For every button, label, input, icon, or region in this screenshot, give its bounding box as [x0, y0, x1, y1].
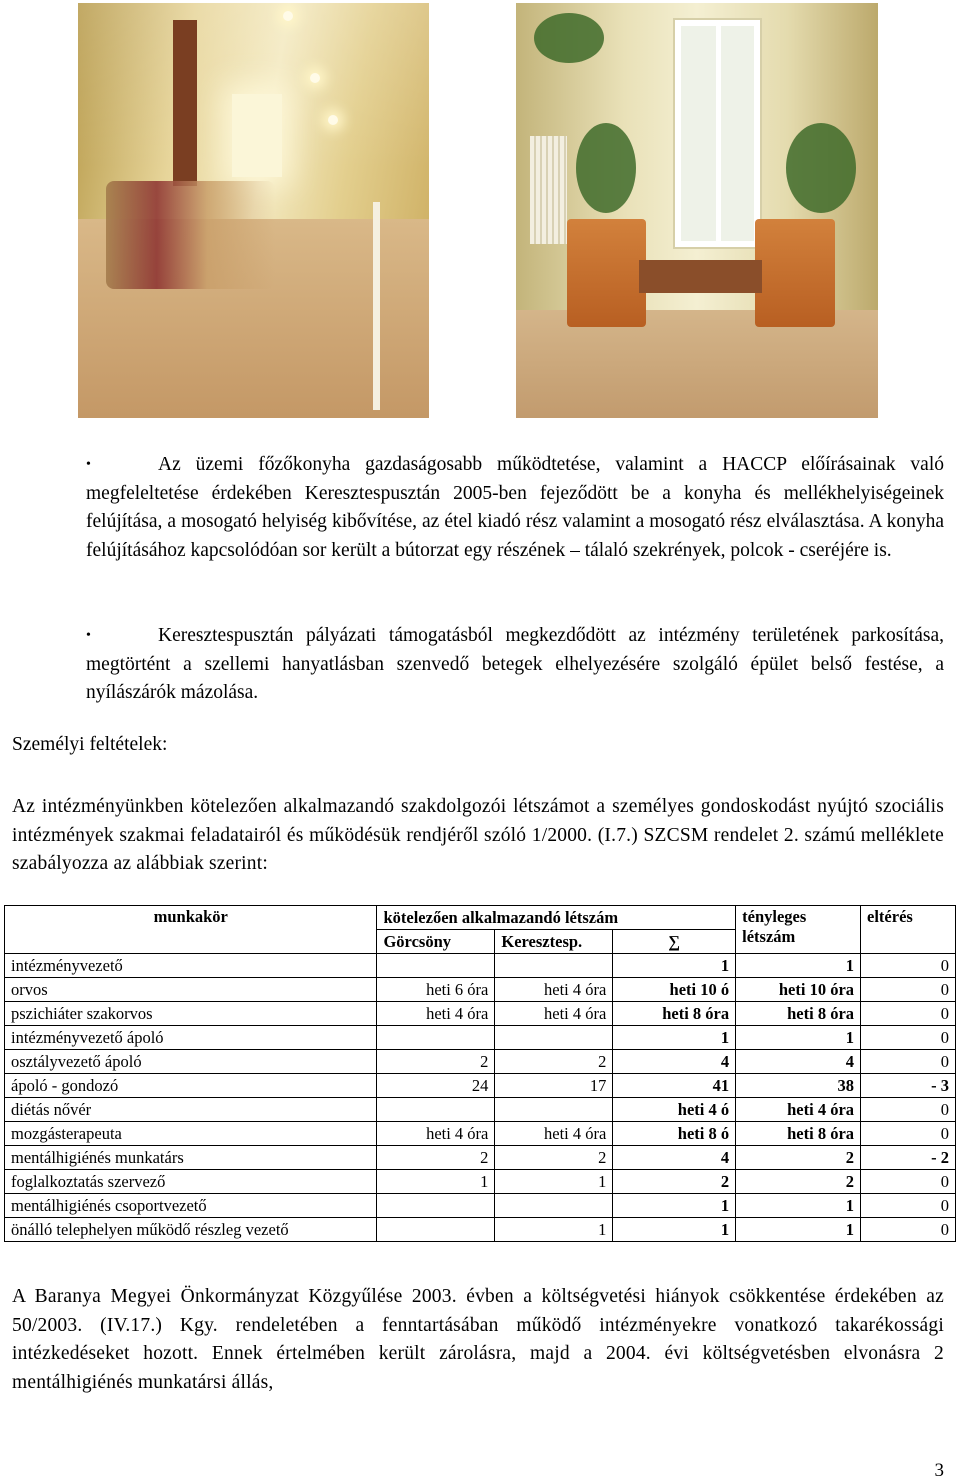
cell-job: foglalkoztatás szervező	[5, 1170, 377, 1194]
table-row	[5, 1122, 956, 1146]
table-row	[5, 1050, 956, 1074]
cell-actual: heti 8 óra	[736, 1002, 861, 1026]
cell-gorcsony	[377, 954, 495, 978]
window	[675, 20, 759, 248]
cell-diff: 0	[861, 1218, 956, 1242]
cell-keresztesp: heti 4 óra	[495, 1122, 613, 1146]
cell-sum: 1	[613, 1218, 736, 1242]
header-actual-line1: tényleges	[742, 907, 807, 926]
cell-diff: 0	[861, 954, 956, 978]
cell-keresztesp	[495, 1194, 613, 1218]
bullet-text: Keresztespusztán pályázati támogatásból megkezdődött az intézmény területének parkosítása, megtörtént a szellemi hanyatlásban szenvedő betegek elhelyezésére szolgáló épület belső festése, a nyílászárók mázolása.	[86, 625, 944, 703]
cell-diff: - 2	[861, 1146, 956, 1170]
corridor-photo	[78, 3, 429, 418]
ceiling-lamp	[283, 11, 293, 21]
header-required: kötelezően alkalmazandó létszám	[377, 906, 736, 930]
cell-actual: 2	[736, 1146, 861, 1170]
intro-paragraph	[12, 793, 944, 879]
cell-gorcsony	[377, 1026, 495, 1050]
table-row	[5, 954, 956, 978]
cell-actual: heti 10 óra	[736, 978, 861, 1002]
table-row	[5, 978, 956, 1002]
radiator	[530, 136, 566, 244]
ceiling-lamp	[310, 73, 320, 83]
header-diff: eltérés	[861, 906, 956, 954]
cell-diff: 0	[861, 1002, 956, 1026]
cell-sum: 41	[613, 1074, 736, 1098]
cell-diff: 0	[861, 1194, 956, 1218]
bullet-marker: •	[86, 457, 91, 472]
cell-gorcsony: heti 4 óra	[377, 1002, 495, 1026]
cell-gorcsony	[377, 1098, 495, 1122]
cell-sum: 4	[613, 1050, 736, 1074]
cell-job: intézményvezető	[5, 954, 377, 978]
subheader-keresztesp: Keresztesp.	[495, 930, 613, 954]
cell-job: ápoló - gondozó	[5, 1074, 377, 1098]
cell-gorcsony	[377, 1194, 495, 1218]
hanging-plant	[534, 13, 604, 63]
staffing-table	[4, 905, 956, 1242]
cell-job: orvos	[5, 978, 377, 1002]
corridor-handrail	[373, 202, 380, 410]
cell-keresztesp	[495, 1026, 613, 1050]
cell-diff: 0	[861, 1098, 956, 1122]
hanging-plant	[786, 123, 856, 213]
cell-keresztesp: 17	[495, 1074, 613, 1098]
cell-keresztesp: heti 4 óra	[495, 978, 613, 1002]
ceiling-lamp	[328, 115, 338, 125]
cell-diff: - 3	[861, 1074, 956, 1098]
table-row	[5, 1194, 956, 1218]
cell-sum: 4	[613, 1146, 736, 1170]
cell-gorcsony	[377, 1218, 495, 1242]
cell-sum: heti 8 ó	[613, 1122, 736, 1146]
corridor-end-light	[232, 94, 281, 177]
table-row	[5, 1218, 956, 1242]
cell-job: mentálhigiénés csoportvezető	[5, 1194, 377, 1218]
coffee-table	[639, 260, 762, 293]
cell-job: mentálhigiénés munkatárs	[5, 1146, 377, 1170]
table-body	[5, 954, 956, 1242]
table-row	[5, 1002, 956, 1026]
table-row	[5, 1026, 956, 1050]
cell-diff: 0	[861, 978, 956, 1002]
cell-diff: 0	[861, 1026, 956, 1050]
page-number: 3	[934, 1460, 944, 1481]
header-actual-line2: létszám	[742, 927, 796, 946]
table-row	[5, 1146, 956, 1170]
cell-actual: 38	[736, 1074, 861, 1098]
cell-actual: heti 4 óra	[736, 1098, 861, 1122]
section-heading: Személyi feltételek:	[12, 734, 168, 755]
cell-sum: 1	[613, 1194, 736, 1218]
table-row	[5, 1098, 956, 1122]
cell-sum: 1	[613, 1026, 736, 1050]
cell-actual: 1	[736, 1218, 861, 1242]
bullet-item	[86, 622, 944, 708]
cell-job: intézményvezető ápoló	[5, 1026, 377, 1050]
cell-sum: heti 4 ó	[613, 1098, 736, 1122]
armchair	[567, 219, 647, 327]
cell-gorcsony: 24	[377, 1074, 495, 1098]
cell-job: mozgásterapeuta	[5, 1122, 377, 1146]
cell-gorcsony: heti 4 óra	[377, 1122, 495, 1146]
hanging-plant	[576, 123, 636, 213]
sitting-corner-photo	[516, 3, 878, 418]
cell-diff: 0	[861, 1122, 956, 1146]
closing-paragraph-text: A Baranya Megyei Önkormányzat Közgyűlése 2003. évben a költségvetési hiányok csökkentése érdekében az 50/2003. (IV.17.) Kgy. rendeletében a fenntartásában működő intézményekre vonatkozó takarékossági intézkedéseket hozott. Ennek értelmében került zárolásra, majd a 2004. évi költségvetésben elvonásra 2 mentálhigiénés munkatársi állás,	[12, 1286, 944, 1393]
cell-keresztesp	[495, 954, 613, 978]
cell-gorcsony: 2	[377, 1146, 495, 1170]
cell-actual: 1	[736, 954, 861, 978]
cell-actual: heti 8 óra	[736, 1122, 861, 1146]
cell-sum: 2	[613, 1170, 736, 1194]
closing-paragraph	[12, 1283, 944, 1397]
subheader-sum: ∑	[613, 930, 736, 954]
cell-diff: 0	[861, 1170, 956, 1194]
cell-keresztesp: 2	[495, 1146, 613, 1170]
subheader-gorcsony: Görcsöny	[377, 930, 495, 954]
corridor-armchairs	[106, 181, 274, 289]
bullet-text: Az üzemi főzőkonyha gazdaságosabb működtetése, valamint a HACCP előírásainak való megfeleltetése érdekében Keresztespusztán 2005-ben fejeződött be a konyha és mellékhelyiségeinek felújítása, a mosogató helyiség kibővítése, az étel kiadó rész valamint a mosogató rész elválasztása. A konyha felújításához kapcsolódóan sor került a bútorzat egy részének – tálaló szekrények, polcok - cseréjére is.	[86, 454, 944, 561]
table-row	[5, 1170, 956, 1194]
intro-paragraph-text: Az intézményünkben kötelezően alkalmazandó szakdolgozói létszámot a személyes gondoskodást nyújtó szociális intézmények szakmai feladatairól és működésük rendjéről szóló 1/2000. (I.7.) SZCSM rendelet 2. számú melléklete szabályozza az alábbiak szerint:	[12, 796, 944, 874]
cell-sum: heti 10 ó	[613, 978, 736, 1002]
cell-keresztesp: 2	[495, 1050, 613, 1074]
cell-keresztesp: 1	[495, 1218, 613, 1242]
cell-actual: 2	[736, 1170, 861, 1194]
header-job: munkakör	[5, 906, 377, 954]
bullet-marker: •	[86, 628, 91, 643]
bullet-item	[86, 451, 944, 565]
cell-sum: 1	[613, 954, 736, 978]
armchair	[755, 219, 835, 327]
cell-keresztesp: heti 4 óra	[495, 1002, 613, 1026]
cell-diff: 0	[861, 1050, 956, 1074]
cell-actual: 1	[736, 1194, 861, 1218]
cell-actual: 4	[736, 1050, 861, 1074]
cell-keresztesp: 1	[495, 1170, 613, 1194]
table-row	[5, 1074, 956, 1098]
cell-job: osztályvezető ápoló	[5, 1050, 377, 1074]
cell-gorcsony: 2	[377, 1050, 495, 1074]
cell-job: diétás nővér	[5, 1098, 377, 1122]
table-header-row	[5, 906, 956, 930]
cell-gorcsony: 1	[377, 1170, 495, 1194]
cell-sum: heti 8 óra	[613, 1002, 736, 1026]
cell-actual: 1	[736, 1026, 861, 1050]
corridor-door	[173, 20, 198, 186]
cell-keresztesp	[495, 1098, 613, 1122]
cell-job: önálló telephelyen működő részleg vezető	[5, 1218, 377, 1242]
cell-gorcsony: heti 6 óra	[377, 978, 495, 1002]
header-actual	[736, 906, 861, 954]
cell-job: pszichiáter szakorvos	[5, 1002, 377, 1026]
